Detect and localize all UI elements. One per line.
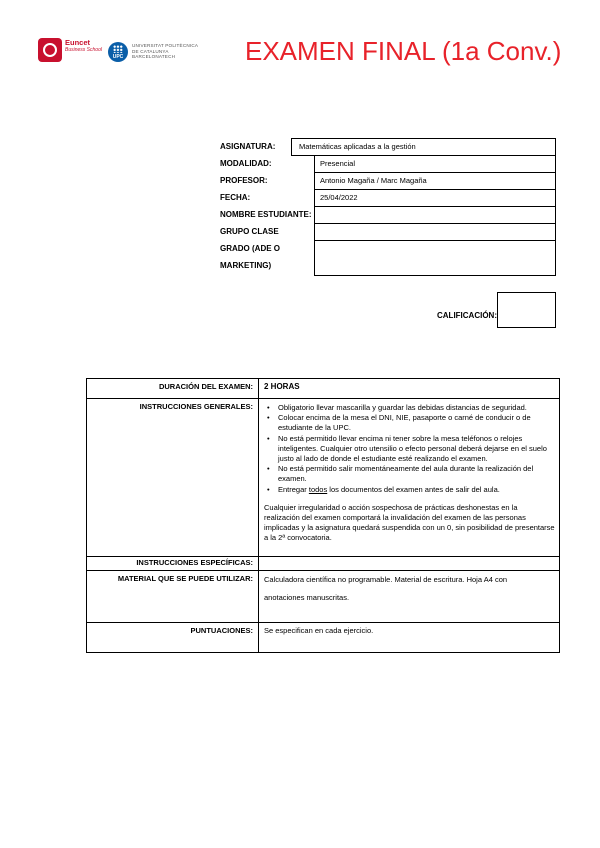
especificas-label: INSTRUCCIONES ESPECÍFICAS: bbox=[87, 557, 259, 571]
modalidad-label: MODALIDAD: bbox=[220, 159, 272, 168]
rule-item: • No está permitido salir momentáneamente del aula durante la realización del examen. bbox=[278, 464, 555, 484]
rule-item bbox=[278, 485, 555, 495]
euncet-logo bbox=[38, 38, 100, 64]
page-title: EXAMEN FINAL (1a Conv.) bbox=[245, 36, 562, 66]
upc-logo-text bbox=[132, 43, 198, 60]
fecha-field[interactable] bbox=[314, 189, 556, 207]
grupo-label: GRUPO CLASE bbox=[220, 227, 279, 236]
irregularity-paragraph: Cualquier irregularidad o acción sospechosa de prácticas deshonestas en la realización del examen comportará la invalidación del examen de las personas implicadas y la asignatura quedará suspendida con un 0, sin posibilidad de presentarse a la 2ª convocatoria. bbox=[264, 502, 555, 543]
material-label: MATERIAL QUE SE PUEDE UTILIZAR: bbox=[87, 571, 259, 623]
rule-item: • No está permitido llevar encima ni tener sobre la mesa teléfonos o relojes inteligentes. Cualquier otro utensilio o efecto personal deberá dejarse en el suelo justo al lado de donde el estudiante esté realizando el examen. bbox=[278, 434, 555, 465]
calificacion-field[interactable] bbox=[497, 292, 556, 328]
material-value-2: anotaciones manuscritas. bbox=[264, 593, 350, 602]
grado-label-1: GRADO (ADE O bbox=[220, 244, 280, 253]
fecha-value: 25/04/2022 bbox=[320, 193, 358, 202]
material-row bbox=[87, 571, 560, 623]
rules-list bbox=[264, 403, 555, 495]
especificas-value bbox=[259, 557, 560, 571]
asignatura-value: Matemáticas aplicadas a la gestión bbox=[299, 142, 416, 151]
instrucciones-label: INSTRUCCIONES GENERALES: bbox=[87, 399, 259, 557]
rule-item: • Obligatorio llevar mascarilla y guardar las debidas distancias de seguridad. bbox=[278, 403, 555, 413]
asignatura-field[interactable] bbox=[291, 138, 556, 156]
profesor-label: PROFESOR: bbox=[220, 176, 268, 185]
especificas-row bbox=[87, 557, 560, 571]
rule-item: • Colocar encima de la mesa el DNI, NIE, pasaporte o carné de conducir o de estudiante de la UPC. bbox=[278, 413, 555, 433]
rule-last-underlined: todos bbox=[308, 484, 328, 494]
modalidad-field[interactable] bbox=[314, 155, 556, 173]
rule-last-post: los documentos del examen antes de salir del aula. bbox=[327, 484, 500, 494]
asignatura-label: ASIGNATURA: bbox=[220, 142, 276, 151]
grupo-field[interactable] bbox=[314, 223, 556, 241]
material-value-1: Calculadora científica no programable. Material de escritura. Hoja A4 con bbox=[264, 575, 508, 584]
puntuaciones-value: Se especifican en cada ejercicio. bbox=[259, 623, 560, 653]
upc-logo-icon bbox=[108, 42, 128, 62]
nombre-label: NOMBRE ESTUDIANTE: bbox=[220, 210, 312, 219]
rule-last-pre: Entregar bbox=[278, 484, 309, 494]
modalidad-value: Presencial bbox=[320, 159, 356, 168]
calificacion-label: CALIFICACIÓN: bbox=[437, 311, 497, 320]
upc-line1: UNIVERSITAT POLITÈCNICA bbox=[132, 43, 199, 48]
upc-line2: DE CATALUNYA bbox=[132, 48, 169, 54]
duracion-label: DURACIÓN DEL EXAMEN: bbox=[87, 379, 259, 399]
fecha-label: FECHA: bbox=[220, 193, 251, 202]
instrucciones-value bbox=[259, 399, 560, 557]
euncet-logo-name: Euncet bbox=[65, 38, 91, 47]
profesor-value: Antonio Magaña / Marc Magaña bbox=[320, 176, 427, 185]
puntuaciones-label: PUNTUACIONES: bbox=[87, 623, 259, 653]
exam-table bbox=[86, 378, 560, 653]
upc-mark-text: UPC bbox=[112, 54, 124, 60]
euncet-logo-icon bbox=[38, 38, 62, 62]
euncet-logo-sub: Business School bbox=[65, 47, 102, 53]
puntuaciones-row bbox=[87, 623, 560, 653]
upc-logo bbox=[108, 42, 213, 64]
grado-label-2: MARKETING) bbox=[220, 261, 272, 270]
duracion-value: 2 HORAS bbox=[259, 379, 560, 399]
upc-line3: BARCELONATECH bbox=[132, 54, 176, 60]
profesor-field[interactable] bbox=[314, 172, 556, 190]
duracion-row bbox=[87, 379, 560, 399]
nombre-field[interactable] bbox=[314, 206, 556, 224]
material-value bbox=[259, 571, 560, 623]
grado-field[interactable] bbox=[314, 240, 556, 276]
instrucciones-row bbox=[87, 399, 560, 557]
